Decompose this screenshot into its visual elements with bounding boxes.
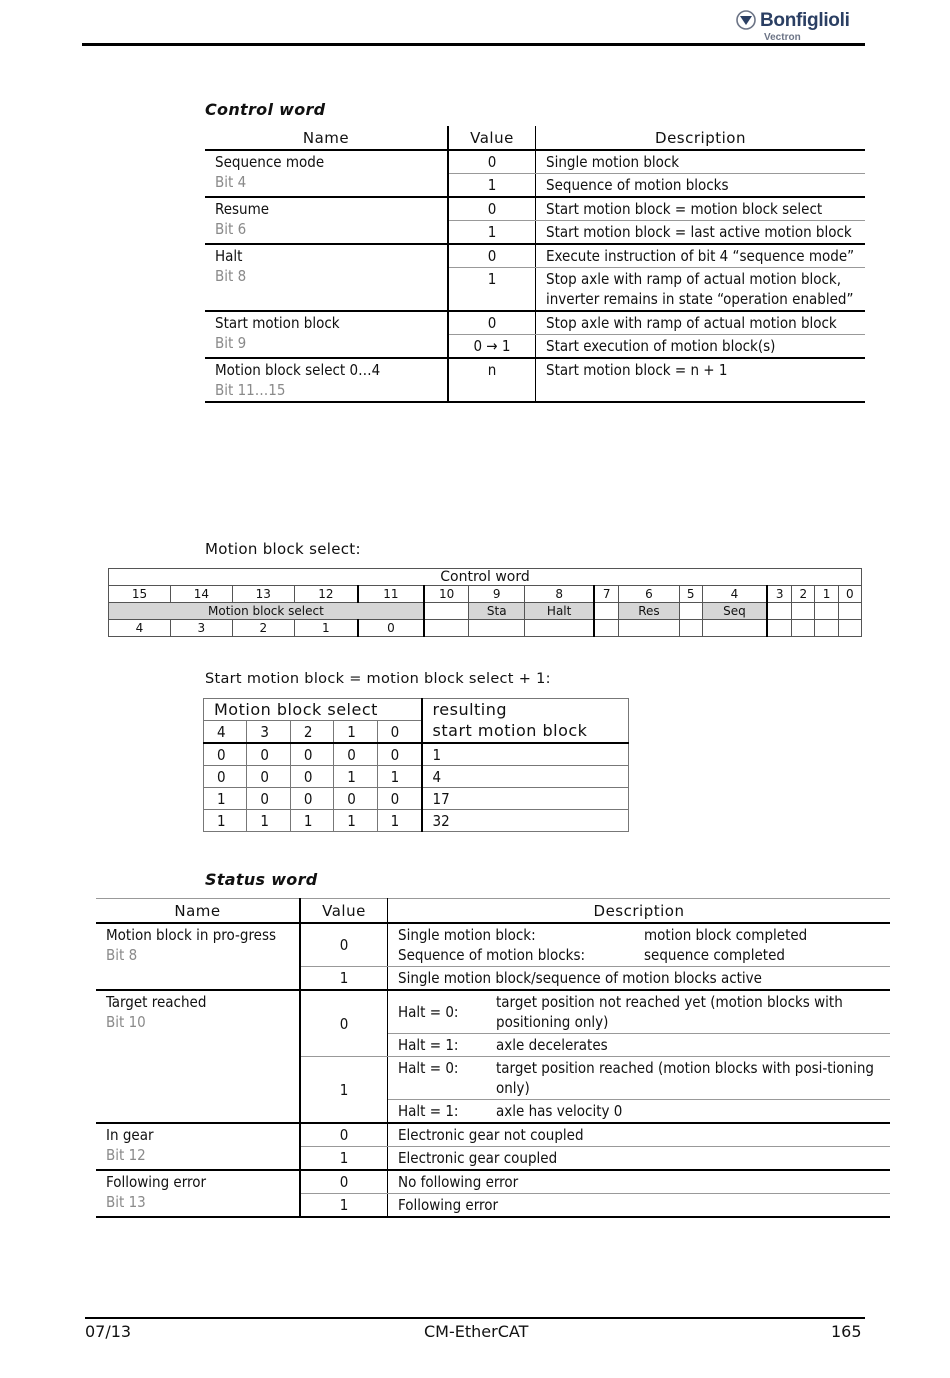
cell-desc: No following error xyxy=(388,1170,891,1194)
result-header-2: start motion block xyxy=(422,721,629,744)
cell-value: 0 xyxy=(448,311,536,335)
cell: 1 xyxy=(204,788,247,810)
cell-value: 1 xyxy=(300,1057,388,1124)
status-word-heading: Status word xyxy=(205,870,318,889)
seq-cell: Seq xyxy=(702,603,767,620)
row-name: Start motion block xyxy=(215,314,340,332)
cell-desc xyxy=(388,1100,891,1124)
cell-desc: Following error xyxy=(388,1194,891,1218)
cell-result: 1 xyxy=(422,743,629,766)
row-name: Motion block select 0…4 xyxy=(215,361,381,379)
desc-value: sequence completed xyxy=(644,946,785,964)
bit-header: 4 xyxy=(204,721,247,744)
sta-cell: Sta xyxy=(469,603,525,620)
bit-cell xyxy=(838,620,861,637)
table-row xyxy=(204,743,629,766)
col-description: Description xyxy=(536,126,866,150)
cell-value: n xyxy=(448,358,536,402)
cell-value: 0 → 1 xyxy=(448,335,536,359)
desc-key: Halt = 1: xyxy=(398,1102,459,1120)
cell: 0 xyxy=(377,743,421,766)
desc-value: target position not reached yet (motion blocks with positioning only) xyxy=(496,993,843,1031)
bit-cell: 8 xyxy=(525,586,595,603)
desc-value: target position reached (motion blocks with posi-tioning only) xyxy=(496,1059,874,1097)
cell-desc: Electronic gear not coupled xyxy=(388,1123,891,1147)
footer-page-number: 165 xyxy=(831,1322,862,1341)
bit-cell: 4 xyxy=(702,586,767,603)
cell-value: 1 xyxy=(300,1194,388,1218)
row-name: Halt xyxy=(215,247,243,265)
desc-value: motion block completed xyxy=(644,926,808,944)
cell-desc xyxy=(388,923,891,967)
footer-rule xyxy=(85,1317,865,1319)
motion-select-caption: Start motion block = motion block select + 1: xyxy=(205,671,551,687)
result-header-1: resulting xyxy=(422,699,629,721)
cell-result: 17 xyxy=(422,788,629,810)
row-bit: Bit 9 xyxy=(215,334,247,352)
row-name: Resume xyxy=(215,200,270,218)
cell: 1 xyxy=(204,810,247,832)
cell: 0 xyxy=(247,788,290,810)
cell-desc: Sequence of motion blocks xyxy=(536,174,866,198)
bit-map-table xyxy=(108,568,862,637)
bit-cell xyxy=(424,620,469,637)
bit-cell: 7 xyxy=(594,586,619,603)
row-bit: Bit 8 xyxy=(106,946,138,964)
bit-cell: 15 xyxy=(109,586,171,603)
desc-key: Single motion block: xyxy=(398,926,536,944)
col-description: Description xyxy=(388,899,891,924)
bit-cell xyxy=(838,603,861,620)
row-name: Following error xyxy=(106,1173,207,1191)
cell-value: 0 xyxy=(448,150,536,174)
bit-cell: 4 xyxy=(109,620,171,637)
bit-map-caption: Motion block select: xyxy=(205,540,361,558)
bit-cell: 12 xyxy=(294,586,358,603)
cell: 1 xyxy=(334,810,377,832)
brand-name: Bonfiglioli xyxy=(760,10,850,31)
halt-cell: Halt xyxy=(525,603,595,620)
footer-product: CM-EtherCAT xyxy=(424,1322,529,1341)
table-row xyxy=(205,358,865,402)
motion-select-header: Motion block select xyxy=(204,699,422,721)
bit-cell xyxy=(792,603,815,620)
cell-desc: Single motion block xyxy=(536,150,866,174)
col-value: Value xyxy=(300,899,388,924)
cell: 0 xyxy=(204,743,247,766)
bit-cell: 1 xyxy=(294,620,358,637)
cell: 0 xyxy=(377,788,421,810)
bit-header: 2 xyxy=(290,721,333,744)
cell-value: 0 xyxy=(448,197,536,221)
bit-cell xyxy=(679,620,702,637)
row-bit: Bit 4 xyxy=(215,173,247,191)
cell-desc: Start motion block = last active motion block xyxy=(536,221,866,245)
control-word-heading: Control word xyxy=(205,100,326,119)
bit-cell xyxy=(594,620,619,637)
bit-map-title: Control word xyxy=(109,569,862,586)
bonfiglioli-logo-icon xyxy=(736,10,756,30)
desc-value: axle decelerates xyxy=(496,1036,608,1054)
bit-cell: 6 xyxy=(619,586,679,603)
cell-value: 1 xyxy=(448,221,536,245)
cell-value: 1 xyxy=(300,1147,388,1171)
cell-value: 1 xyxy=(448,174,536,198)
table-row xyxy=(96,923,890,967)
cell: 1 xyxy=(247,810,290,832)
cell-result: 32 xyxy=(422,810,629,832)
table-row xyxy=(205,244,865,268)
cell: 0 xyxy=(247,766,290,788)
col-name: Name xyxy=(96,899,300,924)
desc-key: Halt = 0: xyxy=(398,1059,459,1077)
cell: 0 xyxy=(290,766,333,788)
motion-block-select-label: Motion block select xyxy=(109,603,424,620)
bit-cell xyxy=(679,603,702,620)
table-row xyxy=(205,311,865,335)
cell: 0 xyxy=(247,743,290,766)
table-row xyxy=(96,1123,890,1147)
bit-cell: 1 xyxy=(815,586,838,603)
bit-cell: 10 xyxy=(424,586,469,603)
cell: 0 xyxy=(334,788,377,810)
bit-cell xyxy=(767,603,792,620)
cell-desc: Stop axle with ramp of actual motion block xyxy=(536,311,866,335)
bit-cell xyxy=(424,603,469,620)
bit-cell xyxy=(767,620,792,637)
bit-cell xyxy=(815,603,838,620)
cell-desc xyxy=(388,990,891,1034)
cell-value: 0 xyxy=(300,923,388,967)
table-row xyxy=(204,766,629,788)
row-bit: Bit 6 xyxy=(215,220,247,238)
col-name: Name xyxy=(205,126,448,150)
status-word-table xyxy=(96,898,890,1218)
cell: 1 xyxy=(290,810,333,832)
row-bit: Bit 11…15 xyxy=(215,381,286,399)
cell-desc xyxy=(388,1034,891,1057)
select-bit-row xyxy=(109,620,862,637)
cell: 0 xyxy=(290,743,333,766)
footer-date: 07/13 xyxy=(85,1322,132,1341)
bit-header: 3 xyxy=(247,721,290,744)
cell-value: 1 xyxy=(448,268,536,312)
bit-cell: 0 xyxy=(838,586,861,603)
cell-value: 0 xyxy=(448,244,536,268)
bit-cell: 0 xyxy=(358,620,424,637)
bit-cell: 14 xyxy=(170,586,232,603)
cell: 1 xyxy=(334,766,377,788)
col-value: Value xyxy=(448,126,536,150)
bit-cell: 3 xyxy=(170,620,232,637)
desc-key: Halt = 0: xyxy=(398,1003,459,1021)
row-name: Sequence mode xyxy=(215,153,325,171)
bit-cell: 5 xyxy=(679,586,702,603)
row-bit: Bit 13 xyxy=(106,1193,146,1211)
bit-cell: 9 xyxy=(469,586,525,603)
bit-header: 0 xyxy=(377,721,421,744)
table-row xyxy=(96,1170,890,1194)
desc-key: Sequence of motion blocks: xyxy=(398,946,586,964)
cell: 1 xyxy=(377,810,421,832)
bit-cell xyxy=(469,620,525,637)
row-name: Target reached xyxy=(106,993,207,1011)
row-bit: Bit 12 xyxy=(106,1146,146,1164)
table-row xyxy=(205,197,865,221)
bit-cell xyxy=(619,620,679,637)
desc-value: axle has velocity 0 xyxy=(496,1102,623,1120)
cell-value: 0 xyxy=(300,1170,388,1194)
table-row xyxy=(204,810,629,832)
cell-desc: Start execution of motion block(s) xyxy=(536,335,866,359)
brand-logo xyxy=(736,8,866,46)
cell-desc: Start motion block = n + 1 xyxy=(536,358,866,402)
cell-result: 4 xyxy=(422,766,629,788)
cell-desc: Single motion block/sequence of motion blocks active xyxy=(388,967,891,991)
bit-cell: 2 xyxy=(232,620,294,637)
cell-desc: Start motion block = motion block select xyxy=(536,197,866,221)
cell: 0 xyxy=(290,788,333,810)
cell-value: 0 xyxy=(300,1123,388,1147)
cell: 0 xyxy=(204,766,247,788)
cell-desc: Execute instruction of bit 4 “sequence mode” xyxy=(536,244,866,268)
table-row xyxy=(204,788,629,810)
brand-sub: Vectron xyxy=(764,32,801,43)
header-rule xyxy=(82,43,865,46)
bit-header: 1 xyxy=(334,721,377,744)
cell: 0 xyxy=(334,743,377,766)
table-row xyxy=(205,150,865,174)
row-name: In gear xyxy=(106,1126,154,1144)
cell: 1 xyxy=(377,766,421,788)
cell-desc xyxy=(388,1057,891,1100)
desc-key: Halt = 1: xyxy=(398,1036,459,1054)
cell-desc: Electronic gear coupled xyxy=(388,1147,891,1171)
res-cell: Res xyxy=(619,603,679,620)
bit-cell xyxy=(702,620,767,637)
table-row xyxy=(96,990,890,1034)
bit-cell: 11 xyxy=(358,586,424,603)
control-word-table xyxy=(205,126,865,403)
row-name: Motion block in pro-gress xyxy=(106,926,277,944)
cell-desc: Stop axle with ramp of actual motion block, inverter remains in state “operation enabled” xyxy=(536,268,866,312)
cell-value: 1 xyxy=(300,967,388,991)
bit-cell: 2 xyxy=(792,586,815,603)
motion-select-table xyxy=(203,698,629,832)
bit-cell xyxy=(792,620,815,637)
bit-cell xyxy=(525,620,595,637)
bit-cell xyxy=(815,620,838,637)
bit-function-row xyxy=(109,603,862,620)
row-bit: Bit 8 xyxy=(215,267,247,285)
bit-cell xyxy=(594,603,619,620)
row-bit: Bit 10 xyxy=(106,1013,146,1031)
bit-cell: 13 xyxy=(232,586,294,603)
cell-value: 0 xyxy=(300,990,388,1057)
bit-number-row xyxy=(109,586,862,603)
bit-cell: 3 xyxy=(767,586,792,603)
